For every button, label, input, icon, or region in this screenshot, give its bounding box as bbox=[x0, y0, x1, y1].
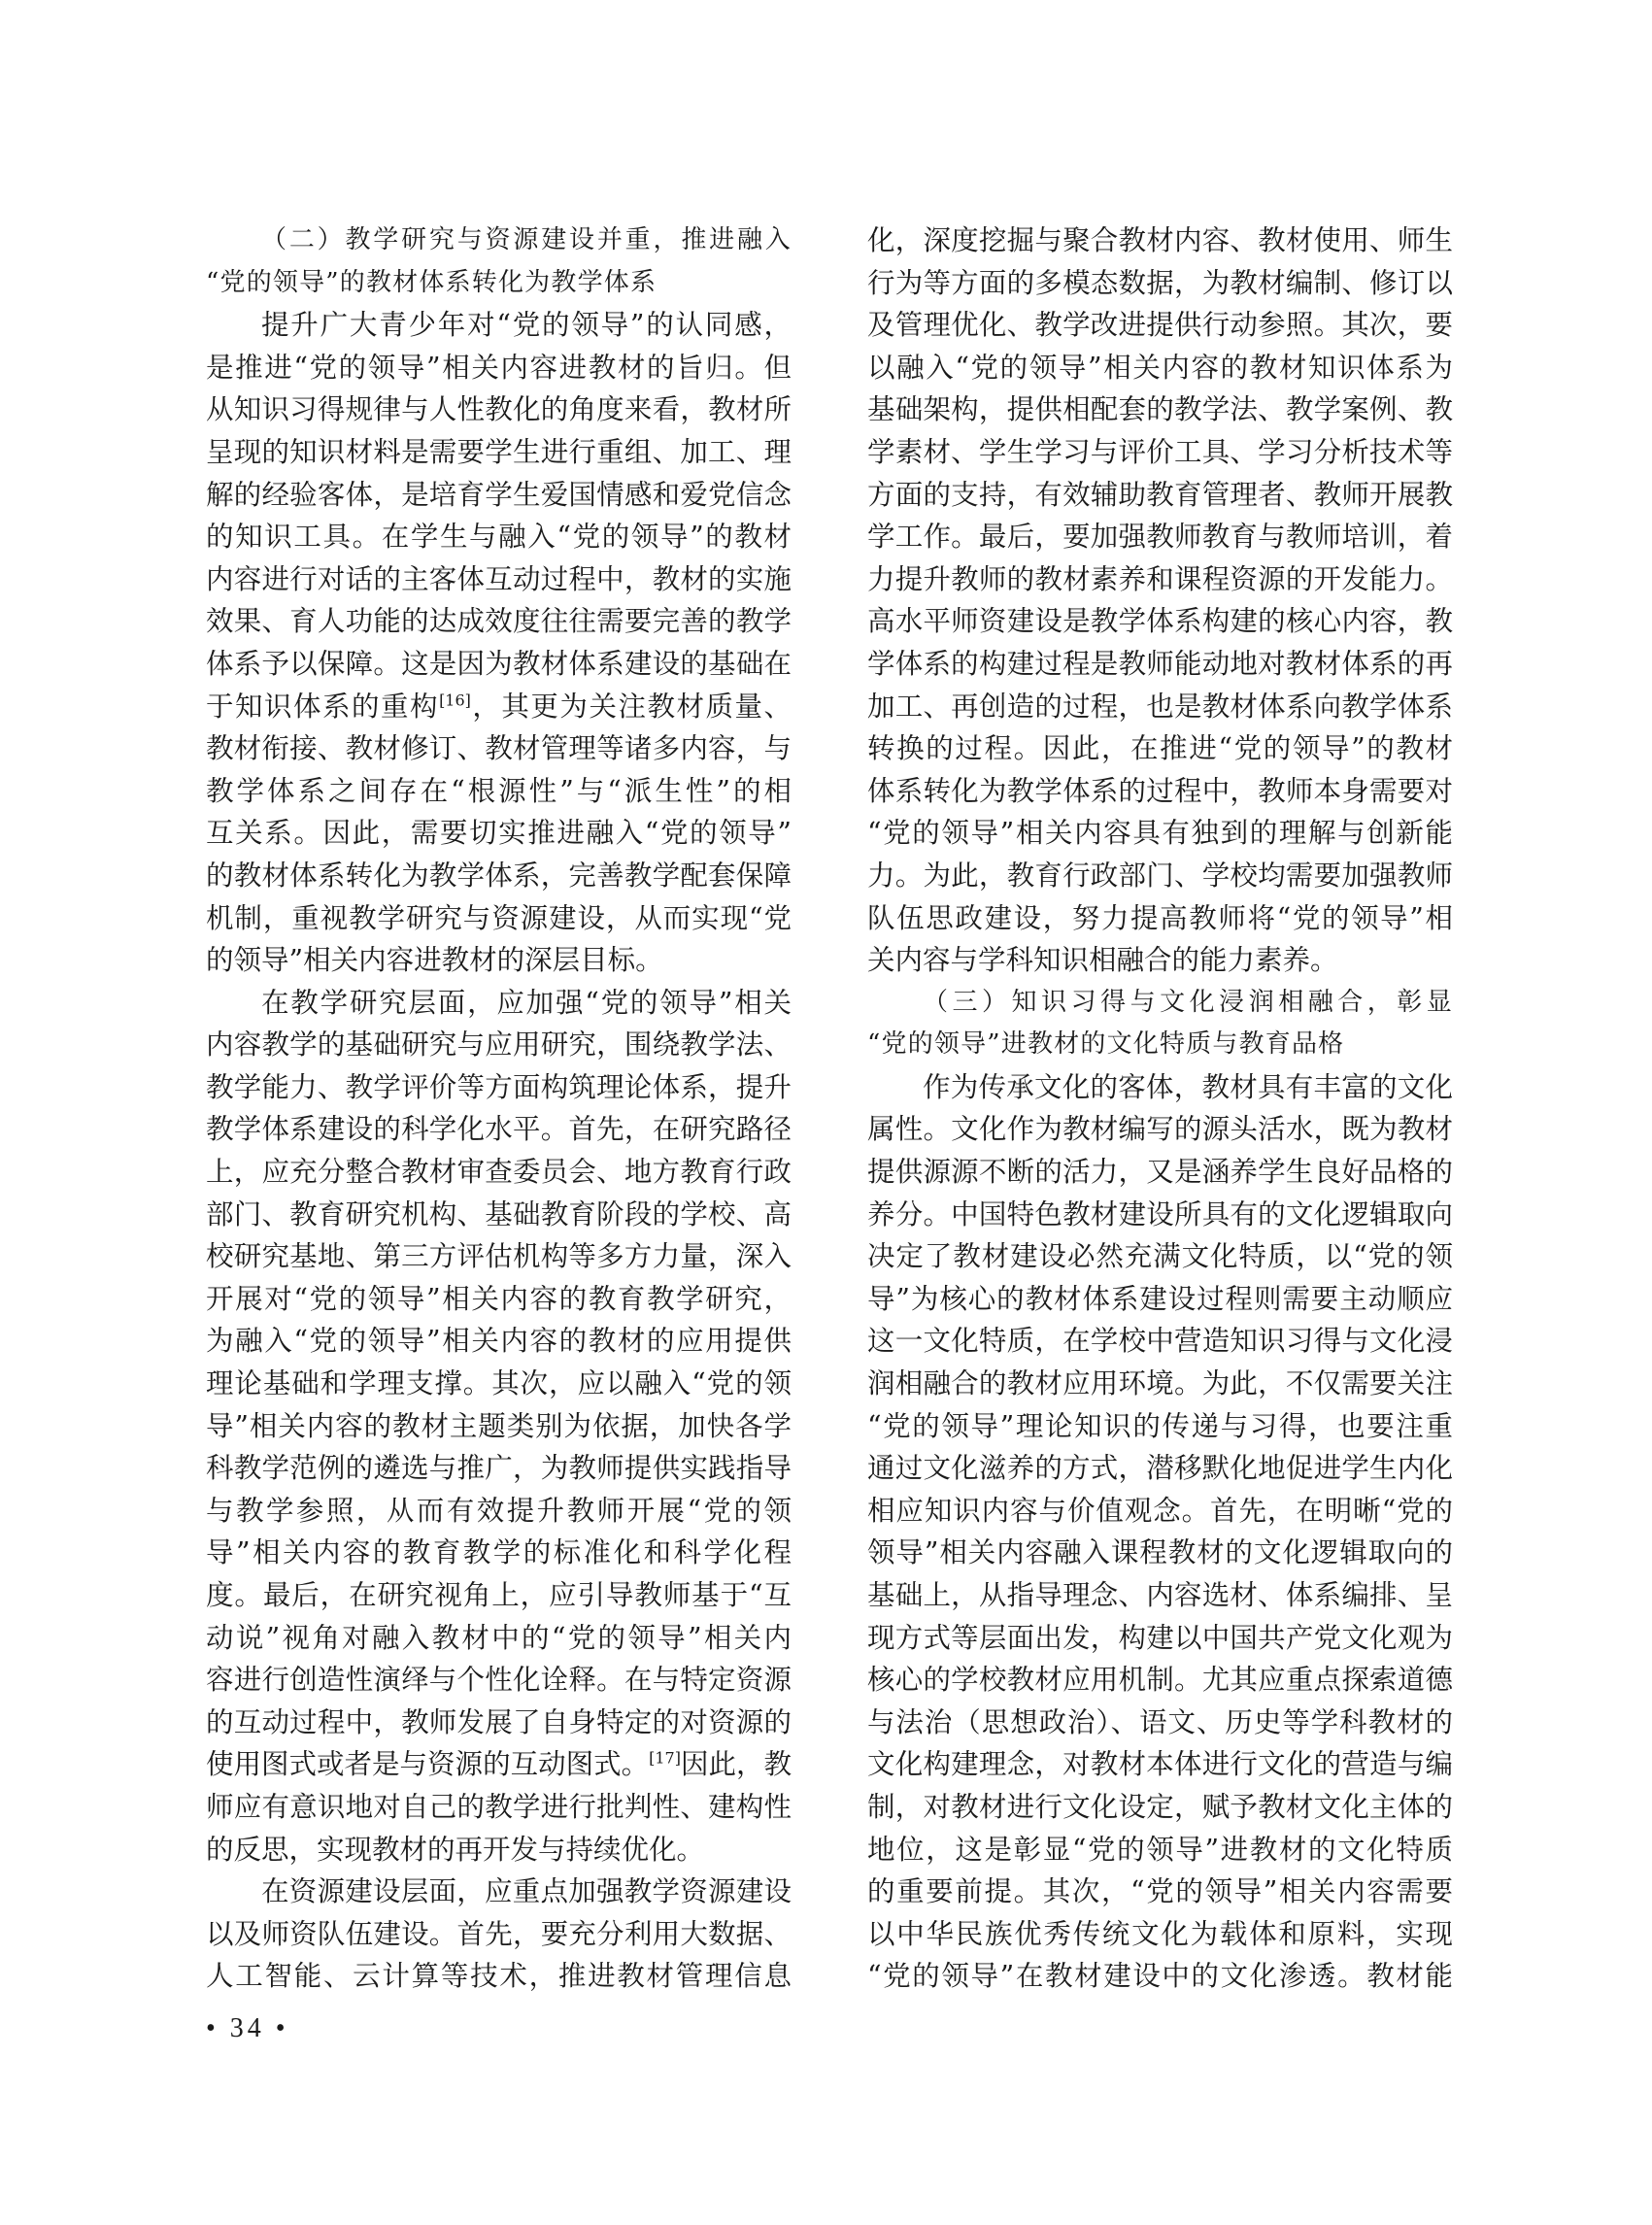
text-line: 解的经验客体，是培育学生爱国情感和爱党信念 bbox=[206, 478, 792, 511]
text-line: 力提升教师的教材素养和课程资源的开发能力。 bbox=[867, 562, 1453, 595]
text-line: 作为传承文化的客体，教材具有丰富的文化 bbox=[923, 1070, 1453, 1103]
left-column bbox=[206, 219, 792, 1998]
text-line: 现方式等层面出发，构建以中国共产党文化观为 bbox=[867, 1621, 1453, 1654]
text-line: 效果、育人功能的达成效度往往需要完善的教学 bbox=[206, 605, 792, 638]
text-line: 学素材、学生学习与评价工具、学习分析技术等 bbox=[867, 435, 1453, 468]
text-line: 高水平师资建设是教学体系构建的核心内容，教 bbox=[867, 605, 1453, 638]
text-line: 的互动过程中，教师发展了自身特定的对资源的 bbox=[206, 1705, 792, 1738]
text-line: 的知识工具。在学生与融入“党的领导”的教材 bbox=[206, 521, 792, 554]
text-line: 教学体系建设的科学化水平。首先，在研究路径 bbox=[206, 1113, 792, 1146]
citation-17: [17] bbox=[649, 1748, 681, 1768]
text-line: 与法治（思想政治）、语文、历史等学科教材的 bbox=[867, 1705, 1453, 1738]
text-line: 度。最后，在研究视角上，应引导教师基于“互 bbox=[206, 1579, 792, 1611]
text-line: 为融入“党的领导”相关内容的教材的应用提供 bbox=[206, 1325, 792, 1358]
text-line: 上，应充分整合教材审查委员会、地方教育行政 bbox=[206, 1156, 792, 1189]
text-line: 的教材体系转化为教学体系，完善教学配套保障 bbox=[206, 859, 792, 892]
text-line: 是推进“党的领导”相关内容进教材的旨归。但 bbox=[206, 351, 792, 384]
text-line: 动说”视角对融入教材中的“党的领导”相关内 bbox=[206, 1621, 792, 1654]
paragraph bbox=[867, 1066, 1453, 1998]
text-line: 从知识习得规律与人性教化的角度来看，教材所 bbox=[206, 393, 792, 426]
text-line: 体系转化为教学体系的过程中，教师本身需要对 bbox=[867, 774, 1453, 807]
text-line: 行为等方面的多模态数据，为教材编制、修订以 bbox=[867, 266, 1453, 299]
text-line: 的重要前提。其次，“党的领导”相关内容需要 bbox=[867, 1875, 1453, 1908]
text-line: 转换的过程。因此，在推进“党的领导”的教材 bbox=[867, 732, 1453, 765]
text-line: 校研究基地、第三方评估机构等多方力量，深入 bbox=[206, 1240, 792, 1273]
text-line: 关内容与学科知识相融合的能力素养。 bbox=[867, 944, 1338, 977]
text-line: 化，深度挖掘与聚合教材内容、教材使用、师生 bbox=[867, 224, 1453, 256]
heading-line: （二）教学研究与资源建设并重，推进融入 bbox=[261, 225, 792, 254]
text-fragment: 于知识体系的重构 bbox=[206, 690, 440, 723]
text-line: 学工作。最后，要加强教师教育与教师培训，着 bbox=[867, 521, 1453, 554]
text-line: 基础架构，提供相配套的教学法、教学案例、教 bbox=[867, 393, 1453, 426]
text-line: 教材衔接、教材修订、教材管理等诸多内容，与 bbox=[206, 732, 792, 765]
text-line: “党的领导”理论知识的传递与习得，也要注重 bbox=[867, 1409, 1453, 1442]
text-line: 制，对教材进行文化设定，赋予教材文化主体的 bbox=[867, 1790, 1453, 1823]
text-line: 以及师资队伍建设。首先，要充分利用大数据、 bbox=[206, 1917, 792, 1950]
text-line: 提供源源不断的活力，又是涵养学生良好品格的 bbox=[867, 1156, 1453, 1189]
paragraph bbox=[206, 304, 792, 982]
text-line: 部门、教育研究机构、基础教育阶段的学校、高 bbox=[206, 1197, 792, 1230]
text-line: 的反思，实现教材的再开发与持续优化。 bbox=[206, 1833, 705, 1866]
text-line: 相应知识内容与价值观念。首先，在明晰“党的 bbox=[867, 1494, 1453, 1527]
text-line: 师应有意识地对自己的教学进行批判性、建构性 bbox=[206, 1790, 792, 1823]
section-heading-3 bbox=[867, 982, 1453, 1066]
section-heading-2 bbox=[206, 219, 792, 304]
paragraph bbox=[206, 982, 792, 1871]
text-line: 内容进行对话的主客体互动过程中，教材的实施 bbox=[206, 562, 792, 595]
page-number: • 34 • bbox=[206, 2013, 289, 2043]
text-line: 基础上，从指导理念、内容选材、体系编排、呈 bbox=[867, 1579, 1453, 1611]
text-line: “党的领导”在教材建设中的文化渗透。教材能 bbox=[867, 1960, 1453, 1993]
text-line: 在教学研究层面，应加强“党的领导”相关 bbox=[261, 986, 792, 1019]
text-line: 队伍思政建设，努力提高教师将“党的领导”相 bbox=[867, 901, 1453, 934]
text-line-with-citation bbox=[206, 686, 792, 728]
text-line: 导”相关内容的教育教学的标准化和科学化程 bbox=[206, 1536, 792, 1569]
text-line: “党的领导”相关内容具有独到的理解与创新能 bbox=[867, 817, 1453, 850]
text-fragment: ，其更为关注教材质量、 bbox=[470, 690, 792, 723]
text-line: 导”为核心的教材体系建设过程则需要主动顺应 bbox=[867, 1282, 1453, 1315]
text-line: 文化构建理念，对教材本体进行文化的营造与编 bbox=[867, 1748, 1453, 1781]
text-line: 决定了教材建设必然充满文化特质，以“党的领 bbox=[867, 1240, 1453, 1273]
text-line: 机制，重视教学研究与资源建设，从而实现“党 bbox=[206, 901, 792, 934]
text-line: 在资源建设层面，应重点加强教学资源建设 bbox=[261, 1875, 792, 1908]
text-line: 以融入“党的领导”相关内容的教材知识体系为 bbox=[867, 351, 1453, 384]
text-line: 人工智能、云计算等技术，推进教材管理信息 bbox=[206, 1960, 792, 1993]
text-line: 互关系。因此，需要切实推进融入“党的领导” bbox=[206, 817, 792, 850]
citation-16: [16] bbox=[439, 691, 471, 710]
text-line: 开展对“党的领导”相关内容的教育教学研究， bbox=[206, 1282, 792, 1315]
text-line: 内容教学的基础研究与应用研究，围绕教学法、 bbox=[206, 1028, 792, 1062]
text-line: 教学体系之间存在“根源性”与“派生性”的相 bbox=[206, 774, 792, 807]
text-line: 与教学参照，从而有效提升教师开展“党的领 bbox=[206, 1494, 792, 1527]
text-fragment: 使用图式或者是与资源的互动图式。 bbox=[206, 1748, 650, 1781]
text-line: 方面的支持，有效辅助教育管理者、教师开展教 bbox=[867, 478, 1453, 511]
heading-line: “党的领导”进教材的文化特质与教育品格 bbox=[867, 1029, 1345, 1060]
text-line: 属性。文化作为教材编写的源头活水，既为教材 bbox=[867, 1113, 1453, 1146]
text-line: 导”相关内容的教材主题类别为依据，加快各学 bbox=[206, 1409, 792, 1442]
text-line: 以中华民族优秀传统文化为载体和原料，实现 bbox=[867, 1917, 1453, 1950]
text-line: 通过文化滋养的方式，潜移默化地促进学生内化 bbox=[867, 1452, 1453, 1485]
text-line: 学体系的构建过程是教师能动地对教材体系的再 bbox=[867, 647, 1453, 680]
text-line: 地位，这是彰显“党的领导”进教材的文化特质 bbox=[867, 1833, 1453, 1866]
paragraph bbox=[206, 1871, 792, 1998]
text-line: 力。为此，教育行政部门、学校均需要加强教师 bbox=[867, 859, 1453, 892]
text-line: 体系予以保障。这是因为教材体系建设的基础在 bbox=[206, 647, 792, 680]
text-line: 教学能力、教学评价等方面构筑理论体系，提升 bbox=[206, 1070, 792, 1103]
text-line: 理论基础和学理支撑。其次，应以融入“党的领 bbox=[206, 1367, 792, 1400]
text-line: 加工、再创造的过程，也是教材体系向教学体系 bbox=[867, 690, 1453, 723]
text-line: 养分。中国特色教材建设所具有的文化逻辑取向 bbox=[867, 1197, 1453, 1230]
text-line: 核心的学校教材应用机制。尤其应重点探索道德 bbox=[867, 1664, 1453, 1697]
text-line: 的领导”相关内容进教材的深层目标。 bbox=[206, 944, 663, 977]
text-line: 呈现的知识材料是需要学生进行重组、加工、理 bbox=[206, 435, 792, 468]
text-line: 这一文化特质，在学校中营造知识习得与文化浸 bbox=[867, 1325, 1453, 1358]
heading-line: （三）知识习得与文化浸润相融合，彰显 bbox=[923, 987, 1453, 1017]
text-line: 科教学范例的遴选与推广，为教师提供实践指导 bbox=[206, 1452, 792, 1485]
heading-line: “党的领导”的教材体系转化为教学体系 bbox=[206, 267, 657, 297]
text-line-with-citation bbox=[206, 1743, 792, 1786]
right-column bbox=[867, 219, 1453, 1998]
text-fragment: 因此，教 bbox=[680, 1748, 792, 1781]
text-line: 润相融合的教材应用环境。为此，不仅需要关注 bbox=[867, 1367, 1453, 1400]
text-line: 领导”相关内容融入课程教材的文化逻辑取向的 bbox=[867, 1536, 1453, 1569]
text-line: 提升广大青少年对“党的领导”的认同感， bbox=[261, 309, 792, 342]
text-line: 容进行创造性演绎与个性化诠释。在与特定资源 bbox=[206, 1664, 792, 1697]
text-line: 及管理优化、教学改进提供行动参照。其次，要 bbox=[867, 309, 1453, 342]
paragraph bbox=[867, 219, 1453, 982]
